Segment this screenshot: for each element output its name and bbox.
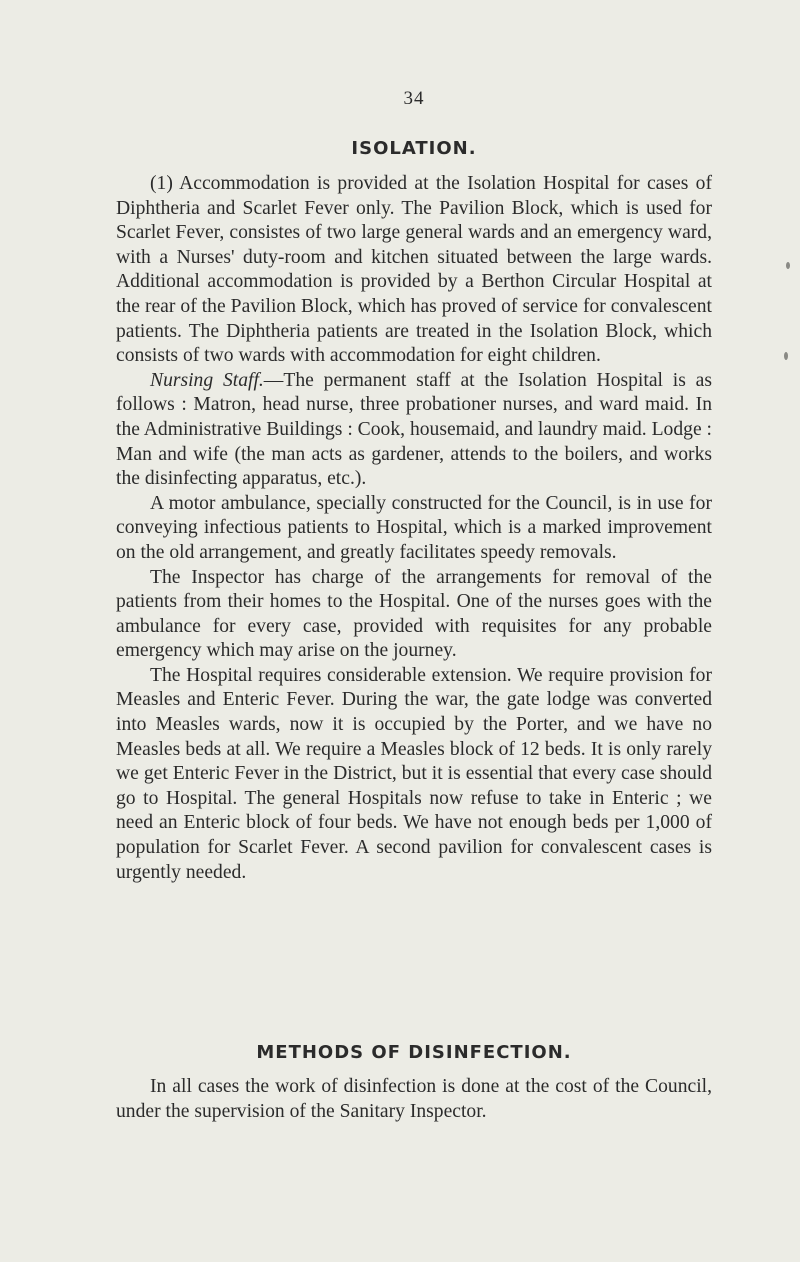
paper-speck — [786, 262, 790, 269]
section-heading-methods: METHODS OF DISINFECTION. — [256, 1042, 572, 1063]
paragraph-motor-ambulance: A motor ambulance, specially constructed for the Council, is in use for conveying infectious patients to Hospital, which is a marked improvement on the old arrangement, and greatly facilitates speedy removals. — [116, 492, 712, 563]
paragraph-hospital-extension: The Hospital requires considerable extension. We require provision for Measles and Enteric Fever. During the war, the gate lodge was converted into Measles wards, now it is occupied by the Porter, and we have no Measles beds at all. We require a Measles block of 12 beds. It is only rarely we get Enteric Fever in the District, but it is essential that every case should go to Hospital. The general Hospitals now refuse to take in Enteric ; we need an Enteric block of four beds. We have not enough beds per 1,000 of population for Scarlet Fever. A second pavilion for convalescent cases is urgently needed. — [116, 664, 712, 883]
nursing-staff-text: —The permanent staff at the Isolation Hospital is as follows : Matron, head nurse, three probationer nurses, and ward maid. In the Administrative Buildings : Cook, housemaid, and laundry maid. Lodge : Man and wife (the man acts as gardener, attends to the boilers, and works the disinfecting apparatus, etc.). — [116, 369, 712, 490]
paragraph-disinfection: In all cases the work of disinfection is done at the cost of the Council, under the supervision of the Sanitary Inspector. — [116, 1076, 712, 1122]
nursing-staff-lead: Nursing Staff. — [150, 369, 264, 391]
methods-section-body — [116, 1075, 712, 1124]
isolation-section-body — [116, 172, 712, 885]
paragraph-inspector: The Inspector has charge of the arrangements for removal of the patients from their homes to the Hospital. One of the nurses goes with the ambulance for every case, provided with requisites for any probable emergency which may arise on the journey. — [116, 566, 712, 662]
section-heading-isolation: ISOLATION. — [351, 138, 477, 159]
paragraph-accommodation: (1) Accommodation is provided at the Isolation Hospital for cases of Diphtheria and Scarlet Fever only. The Pavilion Block, which is used for Scarlet Fever, consistes of two large general wards and an emergency ward, with a Nurses' duty-room and kitchen situated between the large wards. Additional accommodation is provided by a Berthon Circular Hospital at the rear of the Pavilion Block, which has proved of service for convalescent patients. The Diphtheria patients are treated in the Isolation Block, which consists of two wards with accommodation for eight children. — [116, 173, 712, 367]
paper-speck — [784, 352, 788, 360]
paragraph-nursing-staff — [116, 369, 712, 492]
page-number: 34 — [403, 88, 425, 109]
